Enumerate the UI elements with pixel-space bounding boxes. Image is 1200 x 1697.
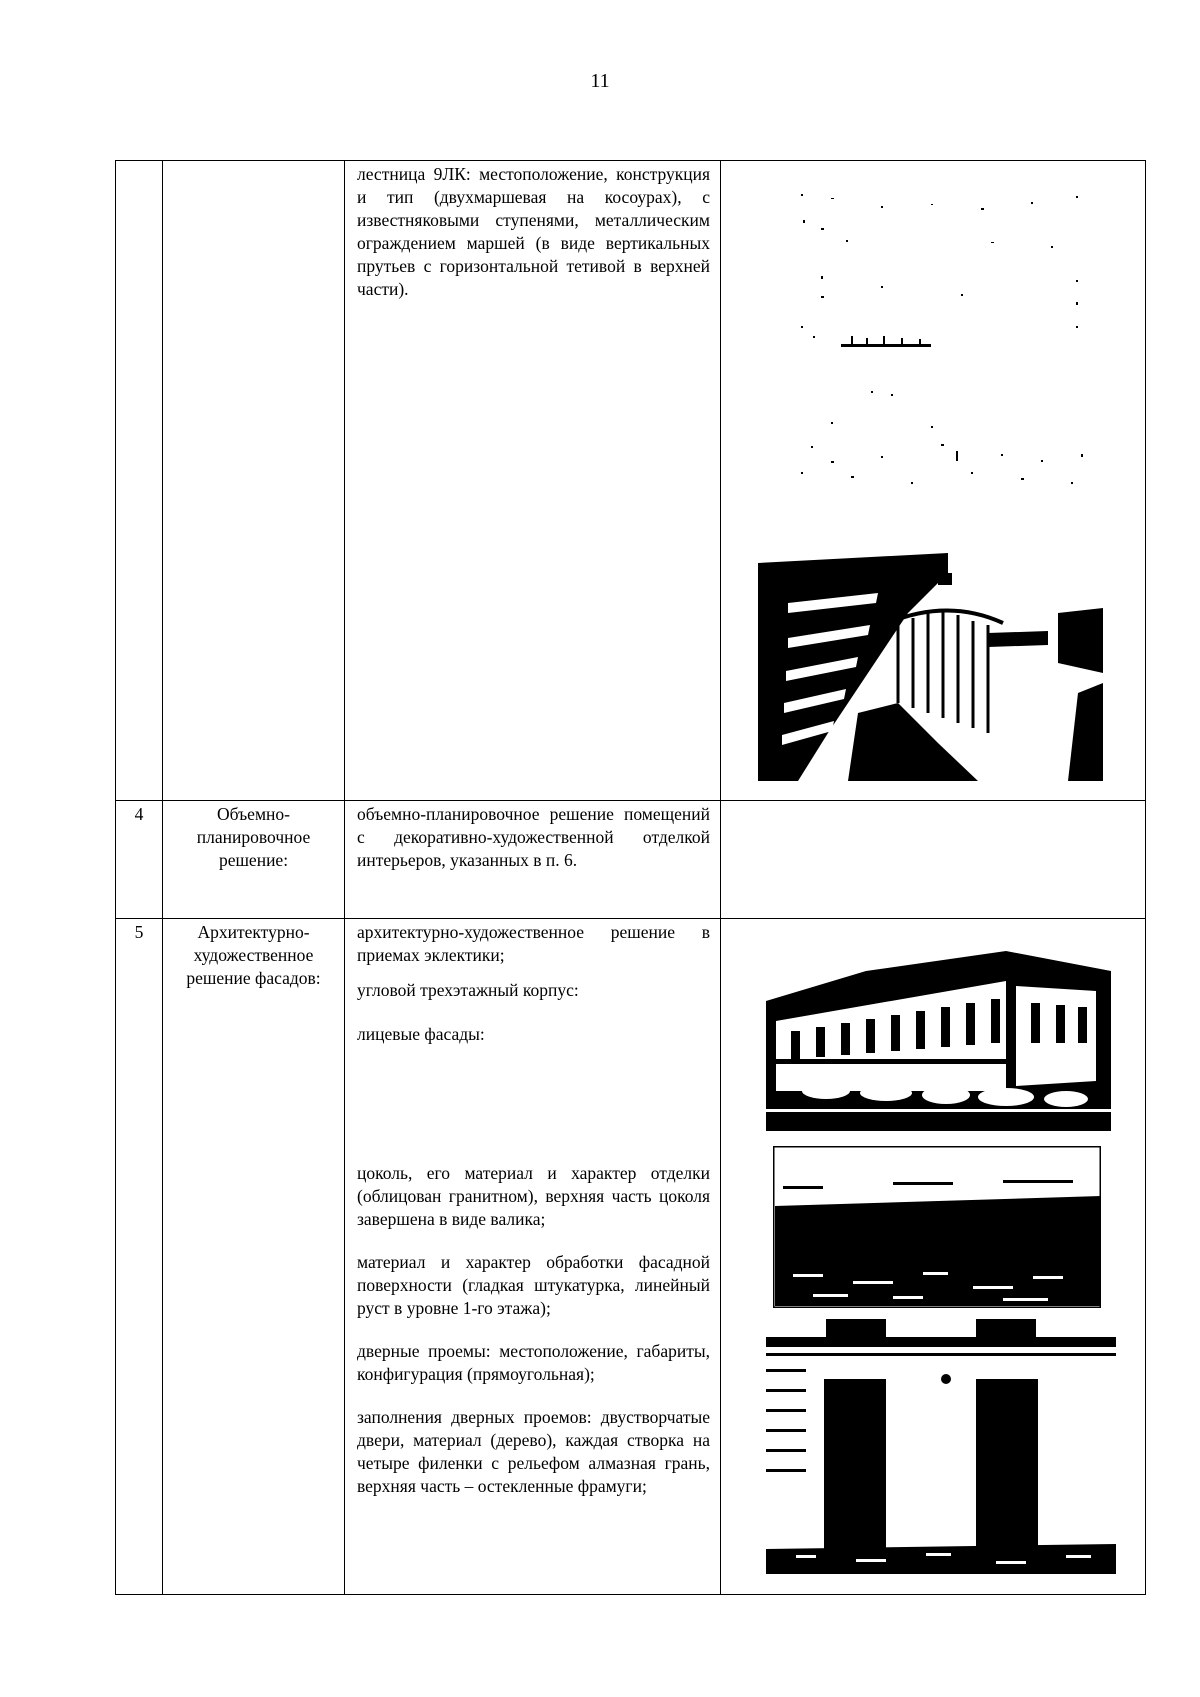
description-paragraph: угловой трехэтажный корпус: — [357, 980, 579, 1000]
row-number — [116, 161, 163, 801]
row-number: 4 — [116, 801, 163, 919]
description-paragraph: цоколь, его материал и характер отделки (облицован гранитном), верхняя часть цоколя завершена в виде валика; — [357, 1163, 710, 1229]
row-number: 5 — [116, 919, 163, 1595]
faded-stair-photo — [791, 176, 1111, 516]
page-number: 11 — [590, 70, 610, 92]
feature-description — [345, 919, 721, 1595]
description-paragraph: дверные проемы: местоположение, габариты, конфигурация (прямоугольная); — [357, 1341, 710, 1384]
photo-cell — [721, 801, 1146, 919]
description-paragraph: объемно-планировочное решение помещений с декоративно-художественной отделкой интерьеров, указанных в п. 6. — [357, 804, 710, 870]
description-paragraph: заполнения дверных проемов: двустворчатые двери, материал (дерево), каждая створка на четыре филенки с рельефом алмазная грань, верхняя часть – остекленные фрамуги; — [357, 1407, 710, 1496]
feature-description — [345, 801, 721, 919]
description-paragraph: материал и характер обработки фасадной поверхности (гладкая штукатурка, линейный руст в уровне 1-го этажа); — [357, 1252, 710, 1318]
photo-cell — [721, 919, 1146, 1595]
table-row — [116, 801, 1146, 919]
description-paragraph: лестница 9ЛК: местоположение, конструкция и тип (двухмаршевая на косоурах), с известняковыми ступенями, металлическим ограждением маршей (в виде вертикальных прутьев с горизонтальной тетивой в верхней части). — [357, 164, 710, 299]
photo-cell — [721, 161, 1146, 801]
description-paragraph: архитектурно-художественное решение в приемах эклектики; — [357, 922, 710, 965]
building-facade-photo — [766, 931, 1111, 1131]
feature-name: Объемно-планировочное решение: — [163, 801, 345, 919]
plinth-photo — [773, 1146, 1101, 1308]
monument-features-table — [115, 160, 1146, 1595]
feature-description — [345, 161, 721, 801]
description-paragraph: лицевые фасады: — [357, 1024, 485, 1044]
feature-name — [163, 161, 345, 801]
doorway-photo — [766, 1319, 1116, 1574]
staircase-photo — [758, 553, 1103, 781]
feature-name: Архитектурно-художественное решение фасадов: — [163, 919, 345, 1595]
table-row — [116, 919, 1146, 1595]
table-row — [116, 161, 1146, 801]
